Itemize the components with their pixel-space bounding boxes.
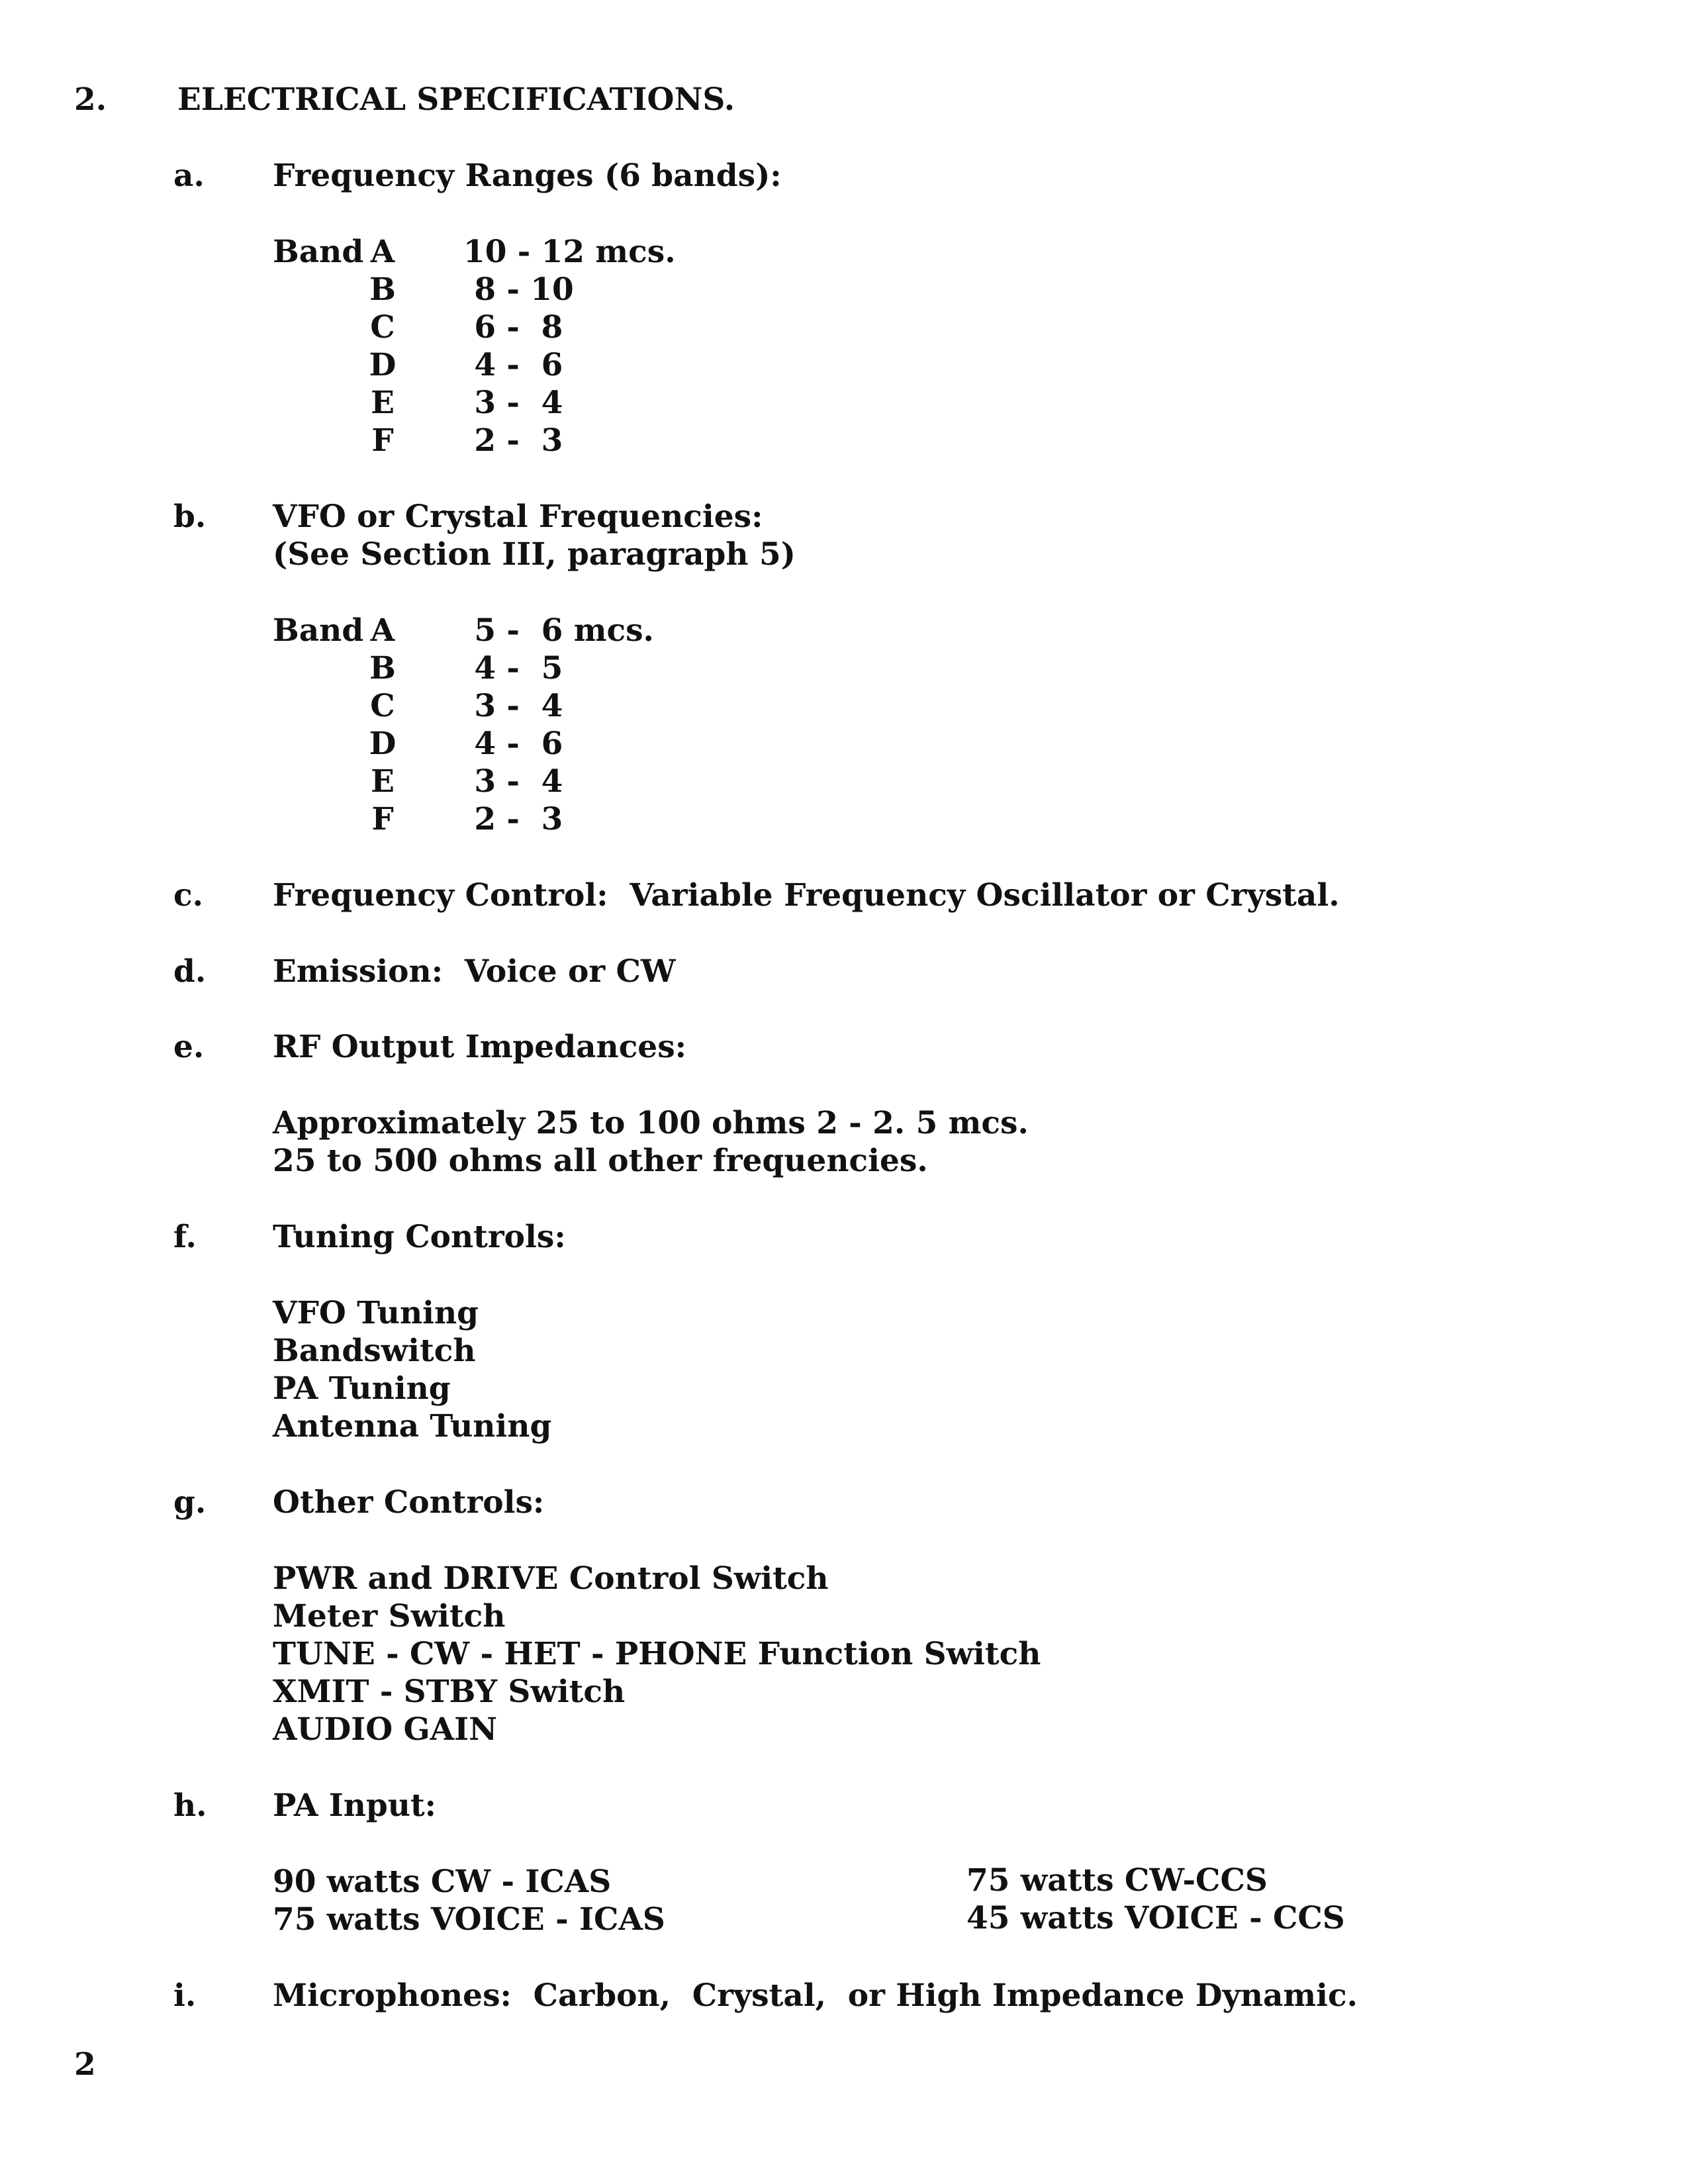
item-letter-d: d.: [173, 953, 207, 990]
band-range: 3 - 4: [463, 688, 563, 724]
item-label-d: Emission: Voice or CW: [273, 953, 676, 990]
band-letter: C: [370, 309, 395, 346]
band-range: 4 - 5: [463, 650, 563, 687]
band-letter: C: [370, 688, 395, 724]
other-control-line: AUDIO GAIN: [273, 1711, 498, 1748]
other-control-line: TUNE - CW - HET - PHONE Function Switch: [273, 1636, 1041, 1672]
tuning-control-line: Antenna Tuning: [273, 1408, 552, 1445]
band-letter: B: [369, 271, 396, 308]
band-range: 2 - 3: [463, 422, 563, 459]
tuning-control-line: PA Tuning: [273, 1370, 451, 1407]
pa-input-right-line: 75 watts CW-CCS: [966, 1862, 1268, 1899]
band-range: 4 - 6: [463, 347, 563, 383]
item-letter-a: a.: [173, 158, 205, 194]
item-letter-i: i.: [173, 1977, 197, 2014]
item-label-e: RF Output Impedances:: [273, 1029, 687, 1065]
impedance-line: Approximately 25 to 100 ohms 2 - 2. 5 mcs.: [273, 1105, 1029, 1141]
section-number: 2.: [74, 81, 107, 118]
pa-input-left-line: 90 watts CW - ICAS: [273, 1864, 612, 1900]
band-range: 2 - 3: [463, 801, 563, 837]
band-range: 3 - 4: [463, 763, 563, 800]
pa-input-right-line: 45 watts VOICE - CCS: [966, 1900, 1345, 1936]
impedance-line: 25 to 500 ohms all other frequencies.: [273, 1143, 928, 1179]
section-title: ELECTRICAL SPECIFICATIONS.: [177, 81, 735, 118]
band-letter: A: [370, 234, 395, 270]
band-letter: E: [371, 763, 395, 800]
item-label-a: Frequency Ranges (6 bands):: [273, 158, 782, 194]
item-letter-f: f.: [173, 1219, 197, 1255]
band-letter: A: [370, 612, 395, 649]
page-number: 2: [74, 2046, 96, 2083]
band-letter: B: [369, 650, 396, 687]
item-label-f: Tuning Controls:: [273, 1219, 566, 1255]
item-label-b: VFO or Crystal Frequencies:: [273, 499, 763, 535]
band-range: 6 - 8: [463, 309, 563, 346]
item-label-c: Frequency Control: Variable Frequency Oscillator or Crystal.: [273, 877, 1340, 914]
band-letter: E: [371, 385, 395, 421]
tuning-control-line: VFO Tuning: [273, 1295, 479, 1331]
band-range: 8 - 10: [463, 271, 574, 308]
item-letter-h: h.: [173, 1787, 207, 1824]
item-label-g: Other Controls:: [273, 1484, 545, 1521]
band-range: 5 - 6 mcs.: [463, 612, 654, 649]
band-letter: F: [371, 422, 394, 459]
band-range: 4 - 6: [463, 726, 563, 762]
band-range: 3 - 4: [463, 385, 563, 421]
other-control-line: XMIT - STBY Switch: [273, 1674, 626, 1710]
item-label-h: PA Input:: [273, 1787, 437, 1824]
pa-input-left-line: 75 watts VOICE - ICAS: [273, 1901, 665, 1938]
band-range: 10 - 12 mcs.: [463, 234, 676, 270]
item-letter-e: e.: [173, 1029, 205, 1065]
item-letter-b: b.: [173, 499, 207, 535]
item-label-i: Microphones: Carbon, Crystal, or High Impedance Dynamic.: [273, 1977, 1358, 2014]
item-letter-g: g.: [173, 1484, 207, 1521]
item-sublabel-b: (See Section III, paragraph 5): [273, 536, 796, 573]
other-control-line: Meter Switch: [273, 1598, 506, 1635]
band-word-a: Band: [273, 234, 364, 270]
band-word-b: Band: [273, 612, 364, 649]
tuning-control-line: Bandswitch: [273, 1333, 476, 1369]
other-control-line: PWR and DRIVE Control Switch: [273, 1560, 829, 1597]
item-letter-c: c.: [173, 877, 203, 914]
band-letter: D: [369, 726, 397, 762]
band-letter: D: [369, 347, 397, 383]
band-letter: F: [371, 801, 394, 837]
